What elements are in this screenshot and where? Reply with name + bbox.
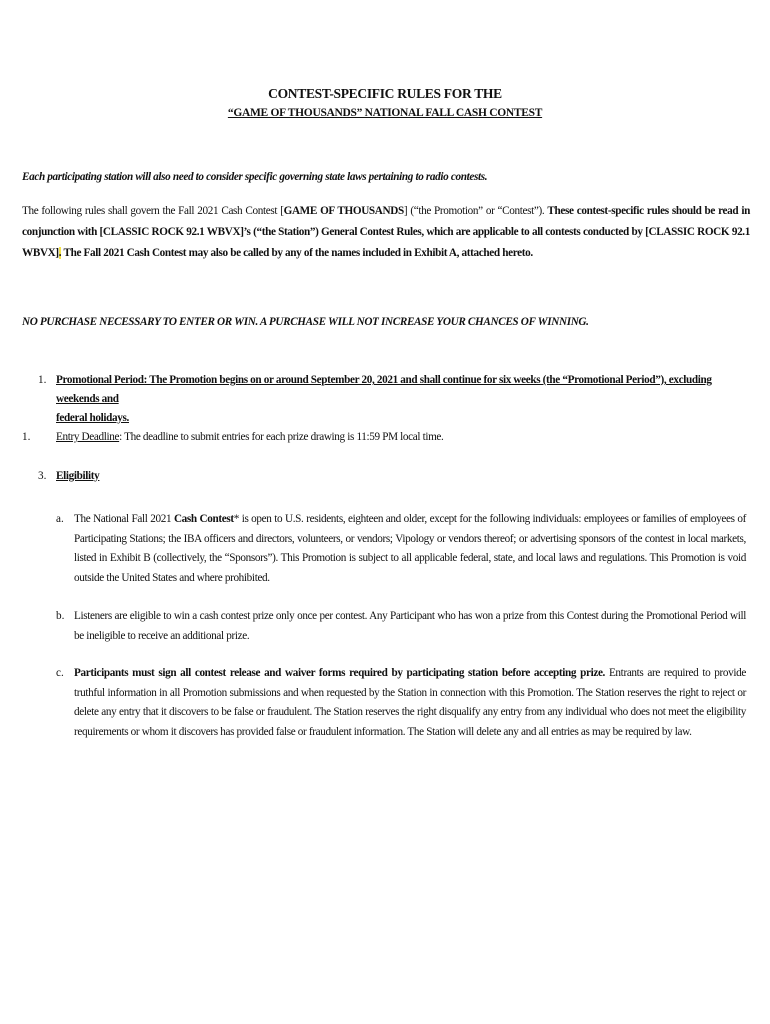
item-number-eligibility: 3.: [38, 470, 47, 482]
eligibility-a-text: [74, 510, 746, 588]
sub-letter-b: b.: [56, 610, 65, 622]
intro-highlight: .: [58, 247, 62, 259]
intro-text-bold: These contest-specific rules should be read in conjunction with [CLASSIC ROCK 92.1 WBVX]’s (“the Station”) General Contest Rules, which are applicable to all contests conducted by [CLASSIC ROCK 92.1 WBVX]: [22, 205, 750, 259]
document-subtitle: “GAME OF THOUSANDS” NATIONAL FALL CASH CONTEST: [227, 107, 543, 119]
promotional-period-line1: Promotional Period: The Promotion begins on or around September 20, 2021 and shall continue for six weeks (the “Promotional Period”), excluding weekends and: [56, 374, 712, 405]
eligibility-b-text: Listeners are eligible to win a cash contest prize only once per contest. Any Participant who has won a prize from this Contest during the Promotional Period will be ineligible to receive an additional prize.: [74, 610, 746, 642]
intro-paragraph: [22, 201, 750, 264]
entry-deadline-body: : The deadline to submit entries for each prize drawing is 11:59 PM local time.: [119, 431, 444, 443]
sub-letter-c: c.: [56, 667, 64, 679]
eligibility-a-t3: * is open to U.S. residents, eighteen and older, except for the following individuals: employees or families of employees of Participating Stations; the IBA officers and directors, volunteers, or vendors; Vipology or vendors thereof; or advertising sponsors of the contest in local markets, listed in Exhibit B (collectively, the “Sponsors”). This Promotion is subject to all applicable federal, state, and local laws and regulations. This Promotion is void outside the United States and where prohibited.: [74, 513, 746, 584]
eligibility-a-cash-contest: Cash Contest: [173, 513, 234, 525]
document-title: CONTEST-SPECIFIC RULES FOR THE: [268, 86, 502, 101]
intro-text-3: ] (“the Promotion” or “Contest”).: [403, 205, 548, 217]
entry-deadline-text: [56, 428, 756, 447]
intro-text-6: The Fall 2021 Cash Contest may also be called by any of the names included in Exhibit A, attached hereto.: [61, 247, 533, 259]
intro-contest-name: GAME OF THOUSANDS: [283, 205, 404, 217]
item-number-promo: 1.: [38, 374, 47, 386]
entry-deadline-label: Entry Deadline: [56, 431, 120, 443]
eligibility-a-t1: The National Fall 2021: [74, 513, 174, 525]
eligibility-c-bold: Participants must sign all contest release and waiver forms required by participating station before accepting prize.: [74, 667, 606, 679]
promotional-period-text: [56, 371, 756, 428]
intro-text-1: The following rules shall govern the Fall 2021 Cash Contest [: [22, 205, 284, 217]
eligibility-c-text: [74, 664, 746, 742]
eligibility-c-body: Entrants are required to provide truthful information in all Promotion submissions and when requested by the Station in connection with this Promotion. The Station reserves the right to reject or delete any entry that it discovers to be false or fraudulent. The Station reserves the right disqualify any entry from any individual who does not meet the eligibility requirements or whom it discovers has provided false or fraudulent information. The Station will delete any and all entries as may be required by law.: [74, 667, 746, 738]
no-purchase-notice: NO PURCHASE NECESSARY TO ENTER OR WIN. A PURCHASE WILL NOT INCREASE YOUR CHANCES OF WINNING.: [22, 316, 589, 328]
sub-letter-a: a.: [56, 513, 64, 525]
item-number-deadline: 1.: [22, 431, 31, 443]
state-law-note: Each participating station will also need to consider specific governing state laws pertaining to radio contests.: [22, 171, 488, 183]
eligibility-heading: Eligibility: [56, 470, 100, 482]
promotional-period-line2: federal holidays.: [56, 412, 129, 424]
